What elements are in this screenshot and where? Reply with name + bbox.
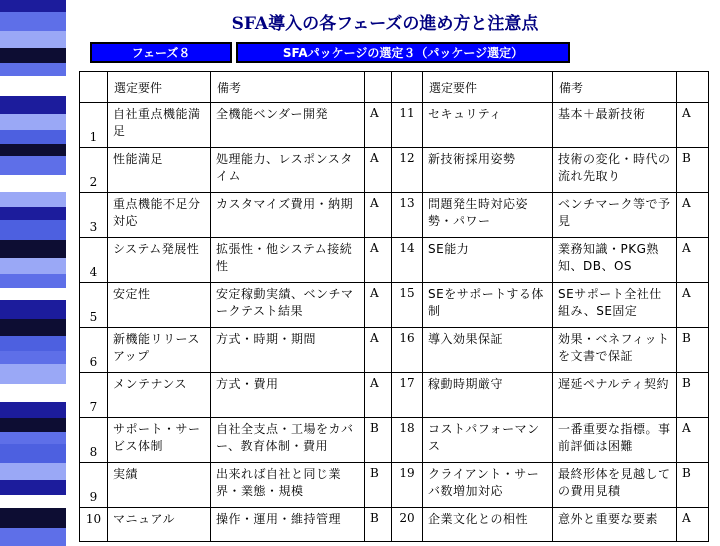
header-remarks: 備考 [211,72,365,103]
table-header-row [80,72,709,103]
remarks-cell: 方式・時期・期間 [211,328,365,373]
header-remarks: 備考 [553,72,677,103]
binding-stripe [0,463,66,480]
requirement-cell: 重点機能不足分対応 [108,193,211,238]
binding-stripe [0,63,66,76]
remarks-cell: 基本＋最新技術 [553,103,677,148]
rank-cell: B [365,508,392,542]
requirement-cell: 稼動時期厳守 [423,373,553,418]
binding-stripe [0,528,66,546]
row-number: 14 [392,238,423,283]
table-row [80,238,709,283]
requirement-cell: 企業文化との相性 [423,508,553,542]
remarks-cell: 出来れば自社と同じ業界・業態・規模 [211,463,365,508]
row-number: 19 [392,463,423,508]
binding-stripe [0,274,66,288]
rank-cell: A [677,193,709,238]
remarks-cell: SEサポート全社仕組み、SE固定 [553,283,677,328]
row-number: 17 [392,373,423,418]
binding-stripe [0,220,66,240]
binding-stripe [0,96,66,114]
requirement-cell: メンテナンス [108,373,211,418]
header-empty [365,72,392,103]
row-number: 15 [392,283,423,328]
binding-stripe [0,207,66,220]
table-row [80,193,709,238]
rank-cell: A [677,418,709,463]
requirement-cell: 新技術採用姿勢 [423,148,553,193]
row-number: 11 [392,103,423,148]
remarks-cell: 最終形体を見越しての費用見積 [553,463,677,508]
binding-stripe [0,351,66,364]
row-number: 9 [80,463,108,508]
rank-cell: B [677,463,709,508]
phase-tab: フェーズ８ [90,42,232,63]
rank-cell: A [365,148,392,193]
row-number: 18 [392,418,423,463]
subtitle-tab: SFAパッケージの選定３（パッケージ選定） [236,42,570,63]
remarks-cell: 操作・運用・維持管理 [211,508,365,542]
rank-cell: A [677,238,709,283]
header-requirement: 選定要件 [108,72,211,103]
rank-cell: A [677,283,709,328]
binding-stripe [0,31,66,48]
binding-stripe [0,114,66,130]
page-title: SFA導入の各フェーズの進め方と注意点 [231,14,539,34]
binding-stripe [0,432,66,444]
binding-stripe [0,130,66,144]
binding-stripe [0,258,66,274]
binding-stripe [0,144,66,156]
requirement-cell: セキュリティ [423,103,553,148]
row-number: 8 [80,418,108,463]
binding-stripe [0,300,66,319]
requirement-cell: 導入効果保証 [423,328,553,373]
remarks-cell: 自社全支点・工場をカバー、教育体制・費用 [211,418,365,463]
requirement-cell: マニュアル [108,508,211,542]
remarks-cell: カスタマイズ費用・納期 [211,193,365,238]
row-number: 5 [80,283,108,328]
rank-cell: A [365,238,392,283]
header-empty [677,72,709,103]
remarks-cell: 処理能力、レスポンスタイム [211,148,365,193]
table-row [80,508,709,542]
remarks-cell: 意外と重要な要素 [553,508,677,542]
row-number: 16 [392,328,423,373]
binding-stripe [0,384,66,402]
remarks-cell: ベンチマーク等で予見 [553,193,677,238]
binding-stripe [0,192,66,207]
table-row [80,463,709,508]
binding-stripe [0,364,66,384]
rank-cell: A [677,508,709,542]
requirement-cell: SE能力 [423,238,553,283]
row-number: 13 [392,193,423,238]
requirement-cell: 新機能リリースアップ [108,328,211,373]
binding-stripe [0,508,66,528]
table-row [80,373,709,418]
requirement-cell: 自社重点機能満足 [108,103,211,148]
row-number: 2 [80,148,108,193]
rank-cell: B [677,373,709,418]
binding-stripe [0,444,66,463]
remarks-cell: 遅延ペナルティ契約 [553,373,677,418]
binding-stripe [0,418,66,432]
remarks-cell: 一番重要な指標。事前評価は困難 [553,418,677,463]
table-row [80,328,709,373]
row-number: 1 [80,103,108,148]
row-number: 10 [80,508,108,542]
rank-cell: B [677,148,709,193]
binding-stripe [0,175,66,192]
remarks-cell: 技術の変化・時代の流れ先取り [553,148,677,193]
binding-stripe [0,48,66,63]
rank-cell: B [677,328,709,373]
binding-stripe [0,0,66,12]
row-number: 6 [80,328,108,373]
requirement-cell: 安定性 [108,283,211,328]
selection-criteria-table [79,71,709,542]
remarks-cell: 効果・ベネフィットを文書で保証 [553,328,677,373]
rank-cell: A [365,193,392,238]
table-row [80,103,709,148]
remarks-cell: 方式・費用 [211,373,365,418]
requirement-cell: SEをサポートする体制 [423,283,553,328]
rank-cell: A [365,328,392,373]
remarks-cell: 安定稼動実績、ベンチマークテスト結果 [211,283,365,328]
binding-stripe [0,240,66,258]
header-empty [80,72,108,103]
rank-cell: A [365,103,392,148]
row-number: 12 [392,148,423,193]
rank-cell: A [365,283,392,328]
rank-cell: A [365,373,392,418]
requirement-cell: 性能満足 [108,148,211,193]
binding-stripe [0,495,66,508]
rank-cell: A [677,103,709,148]
requirement-cell: コストパフォーマンス [423,418,553,463]
remarks-cell: 全機能ベンダー開発 [211,103,365,148]
binding-stripe [0,402,66,418]
row-number: 7 [80,373,108,418]
table-row [80,148,709,193]
binding-stripe [0,12,66,31]
binding-stripe [0,288,66,300]
requirement-cell: 問題発生時対応姿勢・パワー [423,193,553,238]
decorative-binding-strip [0,0,66,540]
requirement-cell: システム発展性 [108,238,211,283]
binding-stripe [0,76,66,96]
remarks-cell: 拡張性・他システム接続性 [211,238,365,283]
requirement-cell: サポート・サービス体制 [108,418,211,463]
requirement-cell: 実績 [108,463,211,508]
header-empty [392,72,423,103]
binding-stripe [0,156,66,175]
requirement-cell: クライアント・サーバ数増加対応 [423,463,553,508]
table-row [80,418,709,463]
remarks-cell: 業務知識・PKG熟知、DB、OS [553,238,677,283]
binding-stripe [0,480,66,495]
binding-stripe [0,319,66,336]
row-number: 20 [392,508,423,542]
header-requirement: 選定要件 [423,72,553,103]
rank-cell: B [365,418,392,463]
table-row [80,283,709,328]
rank-cell: B [365,463,392,508]
row-number: 3 [80,193,108,238]
row-number: 4 [80,238,108,283]
binding-stripe [0,336,66,351]
